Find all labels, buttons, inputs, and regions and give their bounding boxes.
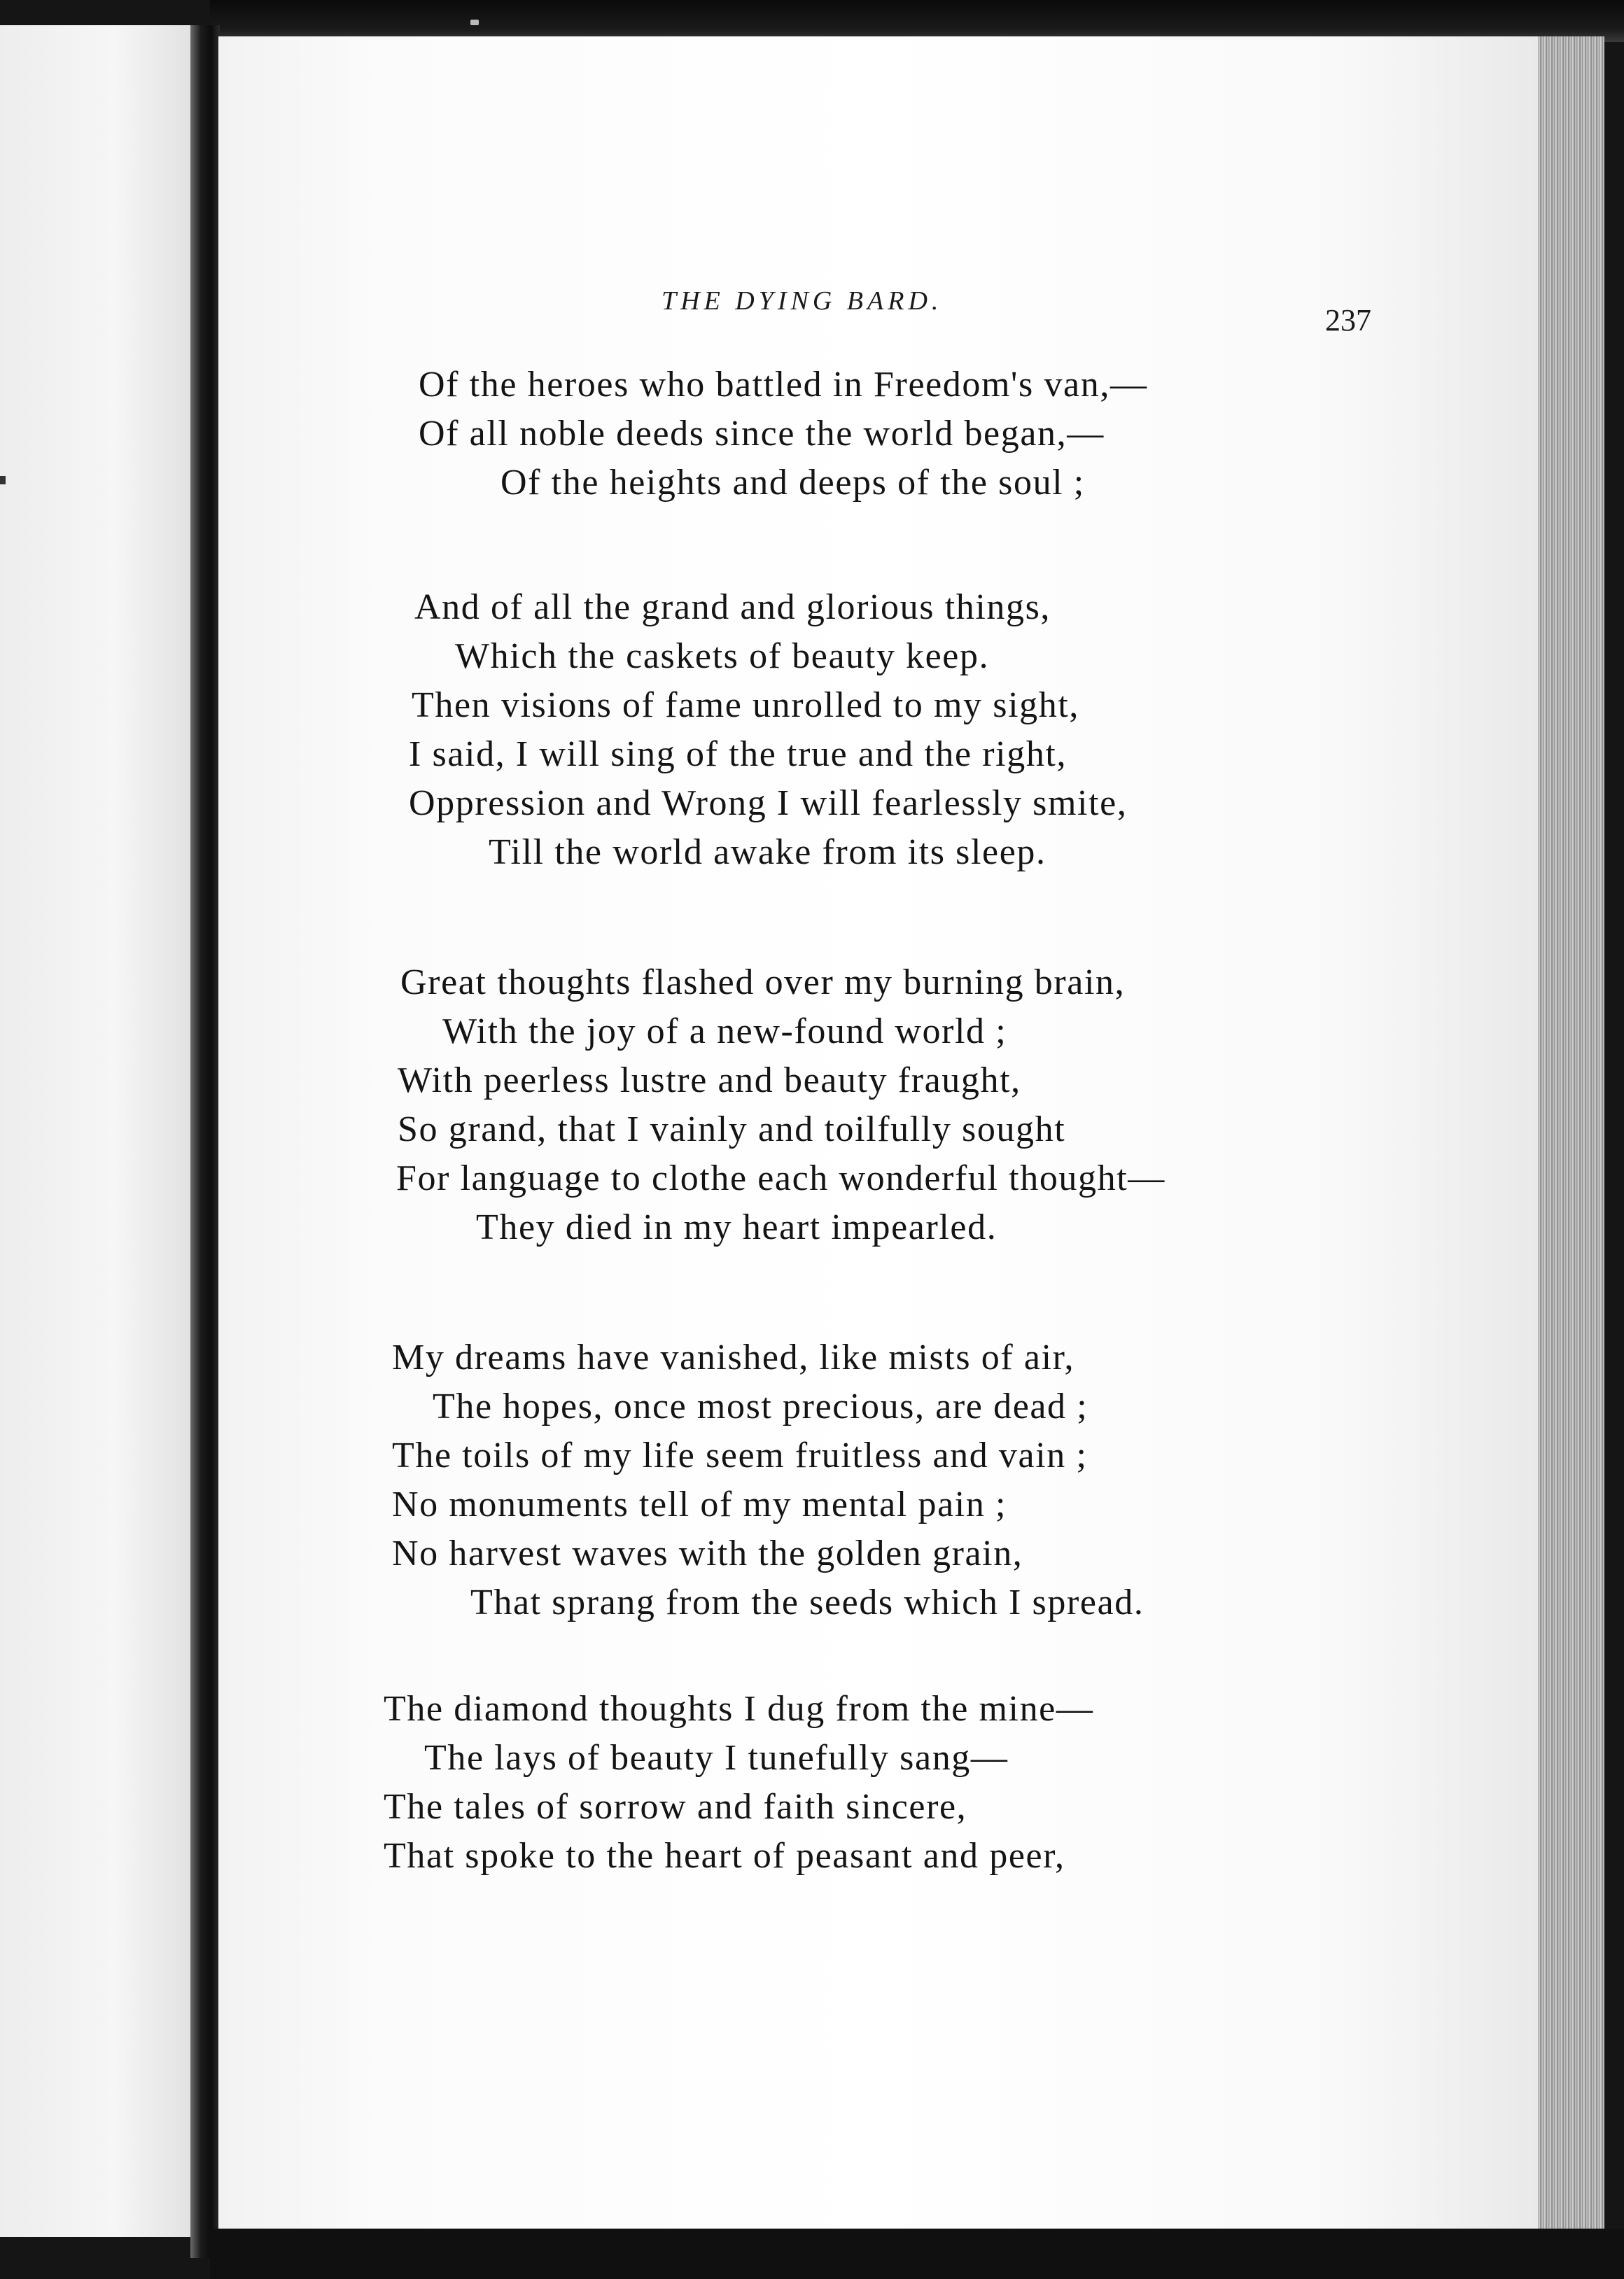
poem-line: That spoke to the heart of peasant and peer, [384, 1836, 1065, 1876]
poem-line: Which the caskets of beauty keep. [455, 636, 990, 676]
poem-line: Of the heights and deeps of the soul ; [500, 463, 1085, 503]
poem-line: And of all the grand and glorious things, [414, 587, 1051, 627]
scan-speck [470, 20, 479, 25]
page-edges [1538, 36, 1604, 2234]
poem-line: Oppression and Wrong I will fearlessly smite, [409, 783, 1128, 823]
poem-line: No harvest waves with the golden grain, [392, 1534, 1023, 1573]
poem-line: My dreams have vanished, like mists of air, [392, 1338, 1075, 1377]
poem-line: Of the heroes who battled in Freedom's van,— [419, 365, 1148, 405]
poem-line: The hopes, once most precious, are dead ; [433, 1387, 1088, 1426]
poem-line: Of all noble deeds since the world began,— [419, 414, 1105, 454]
scan-top-shadow [210, 0, 1624, 42]
poem-line: With the joy of a new-found world ; [442, 1011, 1007, 1051]
running-head: THE DYING BARD. [662, 286, 943, 316]
poem-line: That sprang from the seeds which I spread. [470, 1583, 1144, 1622]
poem-line: Great thoughts flashed over my burning brain, [400, 962, 1126, 1002]
left-facing-page [0, 25, 190, 2237]
poem-line: The tales of sorrow and faith sincere, [384, 1787, 967, 1827]
poem-line: So grand, that I vainly and toilfully sought [398, 1109, 1066, 1149]
poem-line: The lays of beauty I tunefully sang— [424, 1738, 1009, 1778]
poem-line: The toils of my life seem fruitless and vain ; [392, 1436, 1088, 1475]
poem-line: The diamond thoughts I dug from the mine— [384, 1689, 1094, 1729]
poem-line: They died in my heart impearled. [476, 1207, 997, 1247]
poem-line: Then visions of fame unrolled to my sight, [412, 685, 1079, 725]
poem-line: No monuments tell of my mental pain ; [392, 1485, 1007, 1524]
book-gutter [190, 25, 220, 2258]
poem-line: For language to clothe each wonderful thought— [396, 1158, 1166, 1198]
scan-bottom-shadow [210, 2229, 1624, 2279]
poem-line: Till the world awake from its sleep. [489, 832, 1046, 872]
poem-line: I said, I will sing of the true and the right, [409, 734, 1068, 774]
left-page-mark [0, 476, 6, 484]
poem-line: With peerless lustre and beauty fraught, [398, 1060, 1021, 1100]
page-number: 237 [1325, 303, 1371, 337]
